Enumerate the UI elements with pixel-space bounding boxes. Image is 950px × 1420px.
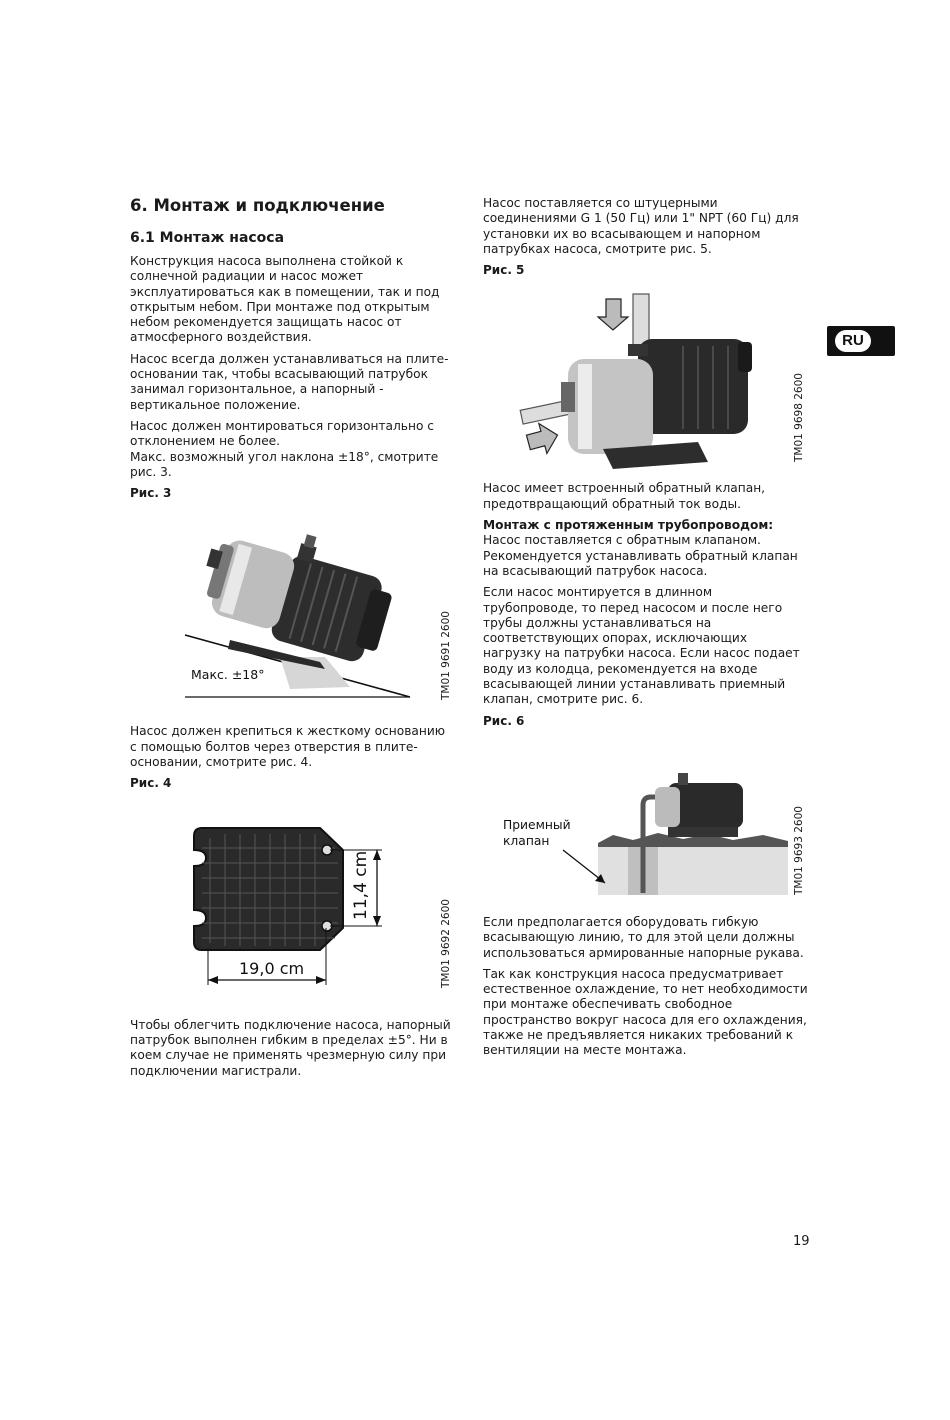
paragraph: Так как конструкция насоса предусматривает естественное охлаждение, то нет необходимости при монтаже обеспечивать свободное пространство вокруг насоса для его охлаждения, также не предъявляется никаких требований к вентиляции на месте монтажа. [483, 966, 808, 1058]
paragraph [483, 518, 808, 579]
figure-label: Рис. 6 [483, 713, 525, 728]
paragraph: Если насос монтируется в длинном трубопроводе, то перед насосом и после него трубы должны устанавливаться на соответствующих опорах, исключающих нагрузку на патрубки насоса. Если насос подает воду из колодца, рекомендуется на входе всасывающей линии устанавливать приемный клапан, смотрите рис. 6. [483, 585, 800, 707]
figure-6 [483, 735, 808, 905]
foot-valve-illustration [483, 735, 808, 905]
language-badge [827, 326, 895, 356]
paragraph: Насос всегда должен устанавливаться на плите-основании так, чтобы всасывающий патрубок занимал горизонтальное, а напорный - вертикальное положение. [130, 351, 449, 412]
fig6-code: TM01 9693 2600 [793, 805, 805, 895]
paragraph: Насос должен крепиться к жесткому основанию с помощью болтов через отверстия в плите-основании, смотрите рис. 4. [130, 724, 446, 770]
fig3-code: TM01 9691 2600 [440, 611, 452, 701]
figure-5 [483, 284, 808, 479]
paragraph: Насос должен монтироваться горизонтально с отклонением не более. [130, 418, 434, 449]
fig6-caption-line1: Приемный [503, 817, 571, 832]
pump-connections-illustration [483, 284, 808, 479]
figure-label: Рис. 4 [130, 776, 172, 791]
page-number: 19 [793, 1234, 810, 1249]
paragraph-heading: Монтаж с протяженным трубопроводом: [483, 518, 774, 533]
figure-4 [130, 798, 455, 1008]
right-column [483, 196, 808, 1065]
figure-3 [130, 507, 455, 712]
baseplate-illustration [130, 798, 455, 1008]
fig5-code: TM01 9698 2600 [793, 373, 805, 463]
paragraph: Чтобы облегчить подключение насоса, напорный патрубок выполнен гибким в пределах ±5°. Ни в коем случае не применять чрезмерную силу при подключении магистрали. [130, 1017, 451, 1078]
paragraph: Макс. возможный угол наклона ±18°, смотрите рис. 3. [130, 449, 439, 479]
paragraph: Насос имеет встроенный обратный клапан, предотвращающий обратный ток воды. [483, 481, 766, 511]
paragraph-body: Насос поставляется с обратным клапаном. Рекомендуется устанавливать обратный клапан на всасывающий патрубок насоса. [483, 533, 798, 578]
figure-label: Рис. 5 [483, 263, 525, 278]
fig3-caption: Макс. ±18° [191, 667, 265, 683]
section-heading: 6. Монтаж и подключение [130, 196, 385, 215]
fig4-code: TM01 9692 2600 [440, 898, 452, 988]
left-column [130, 196, 455, 1085]
fig4-height-label: 11,4 cm [351, 850, 371, 920]
paragraph: Конструкция насоса выполнена стойкой к солнечной радиации и насос может эксплуатироваться как в помещении, так и под открытым небом. При монтаже под открытым небом рекомендуется защищать насос от атмосферного воздействия. [130, 254, 440, 345]
figure-label: Рис. 3 [130, 486, 172, 501]
paragraph: Насос поставляется со штуцерными соединениями G 1 (50 Гц) или 1" NPT (60 Гц) для установки их во всасывающем и напорном патрубках насоса, смотрите рис. 5. [483, 196, 799, 256]
paragraph: Если предполагается оборудовать гибкую всасывающую линию, то для этой цели должны использоваться армированные напорные рукава. [483, 914, 804, 960]
fig6-caption-line2: клапан [503, 833, 550, 848]
fig4-width-label: 19,0 cm [239, 958, 305, 978]
tilted-pump-illustration [130, 507, 455, 712]
subsection-heading: 6.1 Монтаж насоса [130, 230, 285, 246]
language-badge-label: RU [835, 330, 871, 352]
